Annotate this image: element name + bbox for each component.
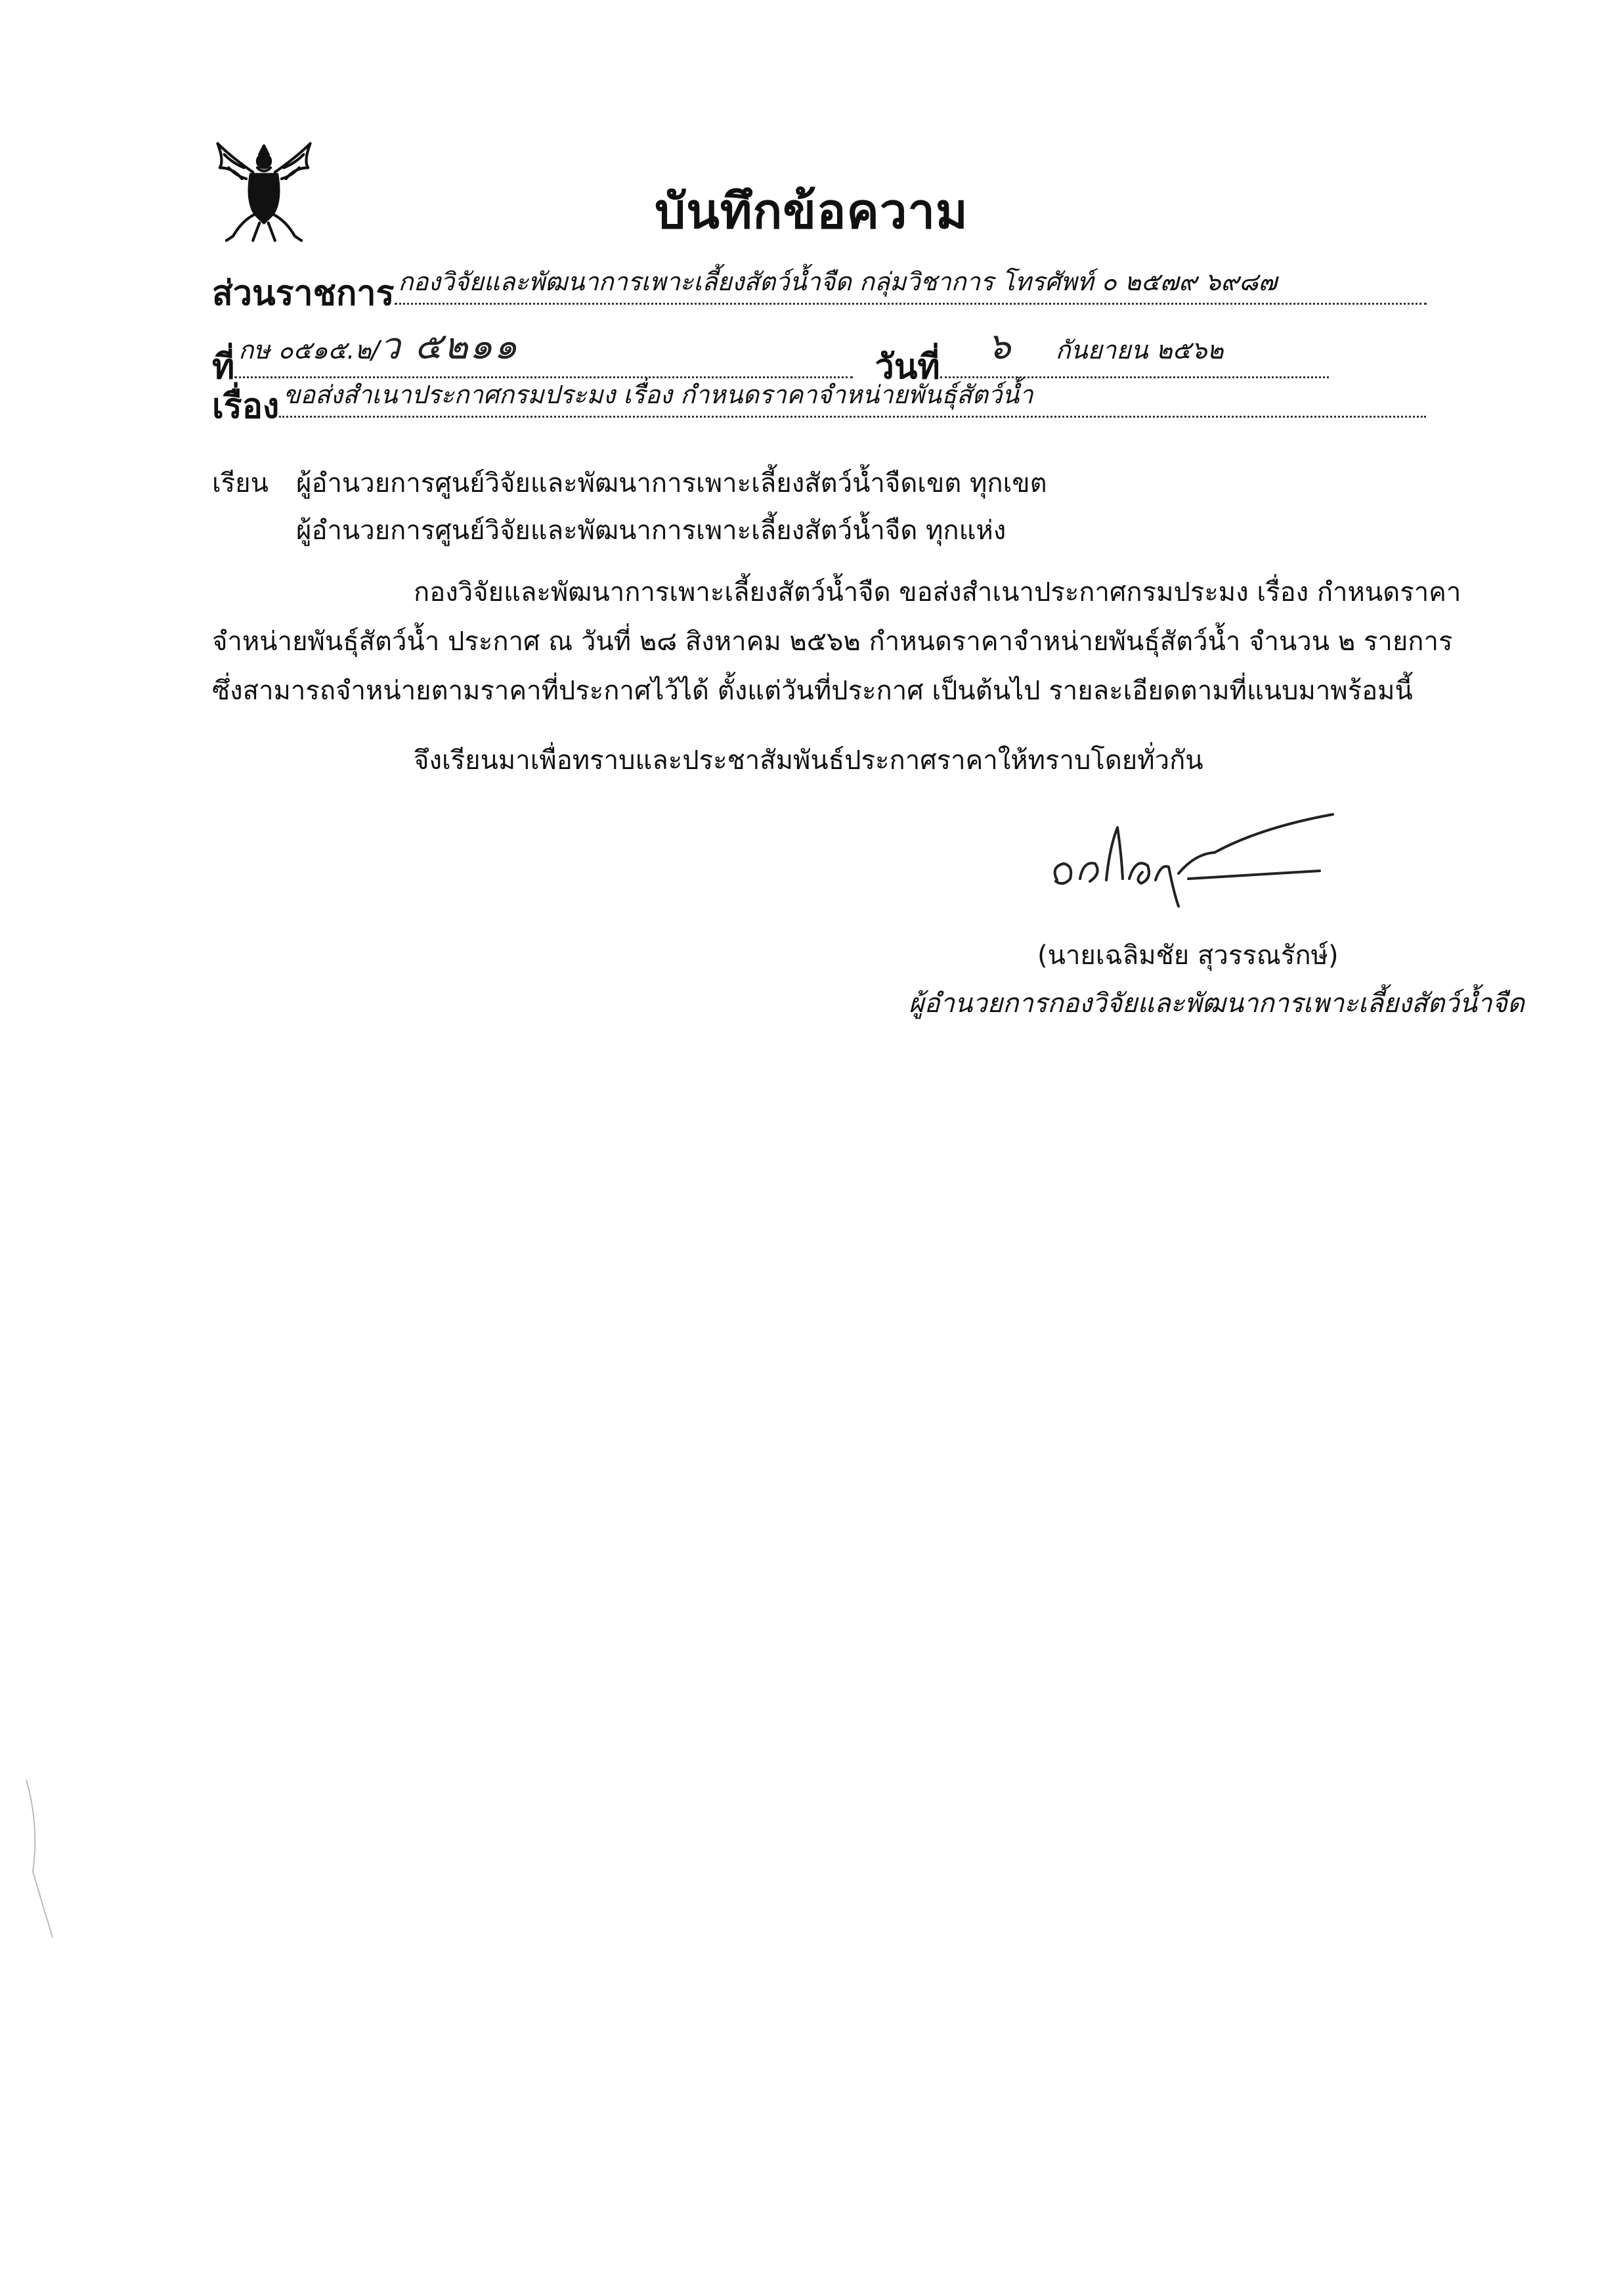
date-day-handwritten: ๖	[987, 325, 1012, 368]
date-value: กันยายน ๒๕๖๒	[1055, 336, 1224, 364]
memo-title: บันทึกข้อความ	[655, 183, 968, 240]
signatory-name: (นายเฉลิมชัย สุวรรณรักษ์)	[1037, 940, 1339, 971]
closing-text: จึงเรียนมาเพื่อทราบและประชาสัมพันธ์ประกาศราคาให้ทราบโดยทั่วกัน	[414, 745, 1203, 776]
addressee-block	[212, 460, 1047, 554]
to-line-1: ผู้อำนวยการศูนย์วิจัยและพัฒนาการเพาะเลี้ยงสัตว์น้ำจืดเขต ทุกเขต	[296, 468, 1047, 498]
subject-row	[212, 374, 1426, 433]
subject-label: เรื่อง	[212, 387, 280, 426]
department-value: กองวิจัยและพัฒนาการเพาะเลี้ยงสัตว์น้ำจืด กลุ่มวิชาการ โทรศัพท์ ๐ ๒๕๗๙ ๖๙๘๗	[395, 261, 1427, 305]
to-line-2: ผู้อำนวยการศูนย์วิจัยและพัฒนาการเพาะเลี้ยงสัตว์น้ำจืด ทุกแห่ง	[296, 516, 1006, 546]
department-row	[212, 261, 1427, 320]
date-label: วันที่	[875, 347, 940, 387]
ref-value: กษ ๐๕๑๕.๒/	[238, 336, 380, 364]
body-line-3: ซึ่งสามารถจำหน่ายตามราคาที่ประกาศไว้ได้ ตั้งแต่วันที่ประกาศ เป็นต้นไป รายละเอียดตามที่แนบมาพร้อมนี้	[212, 676, 1413, 706]
ref-handwritten-number: ว ๕๒๑๑	[379, 325, 519, 368]
ref-label: ที่	[212, 347, 235, 387]
memo-body	[212, 568, 1463, 716]
signatory-position: ผู้อำนวยการกองวิจัยและพัฒนาการเพาะเลี้ยงสัตว์น้ำจืด	[909, 988, 1525, 1019]
handwritten-signature	[1044, 801, 1346, 919]
date-value-line	[940, 317, 1329, 378]
to-label: เรียน	[212, 468, 269, 498]
subject-value: ขอส่งสำเนาประกาศกรมประมง เรื่อง กำหนดราคาจำหน่ายพันธุ์สัตว์น้ำ	[279, 374, 1426, 418]
body-line-2: จำหน่ายพันธุ์สัตว์น้ำ ประกาศ ณ วันที่ ๒๘ สิงหาคม ๒๕๖๒ กำหนดราคาจำหน่ายพันธุ์สัตว์น้ำ จำนวน ๒ รายการ	[212, 627, 1453, 657]
body-line-1: กองวิจัยและพัฒนาการเพาะเลี้ยงสัตว์น้ำจืด ขอส่งสำเนาประกาศกรมประมง เรื่อง กำหนดราคา	[414, 577, 1461, 607]
ref-value-line	[234, 317, 853, 378]
scan-margin-mark	[13, 1773, 66, 1944]
department-label: ส่วนราชการ	[212, 274, 395, 313]
